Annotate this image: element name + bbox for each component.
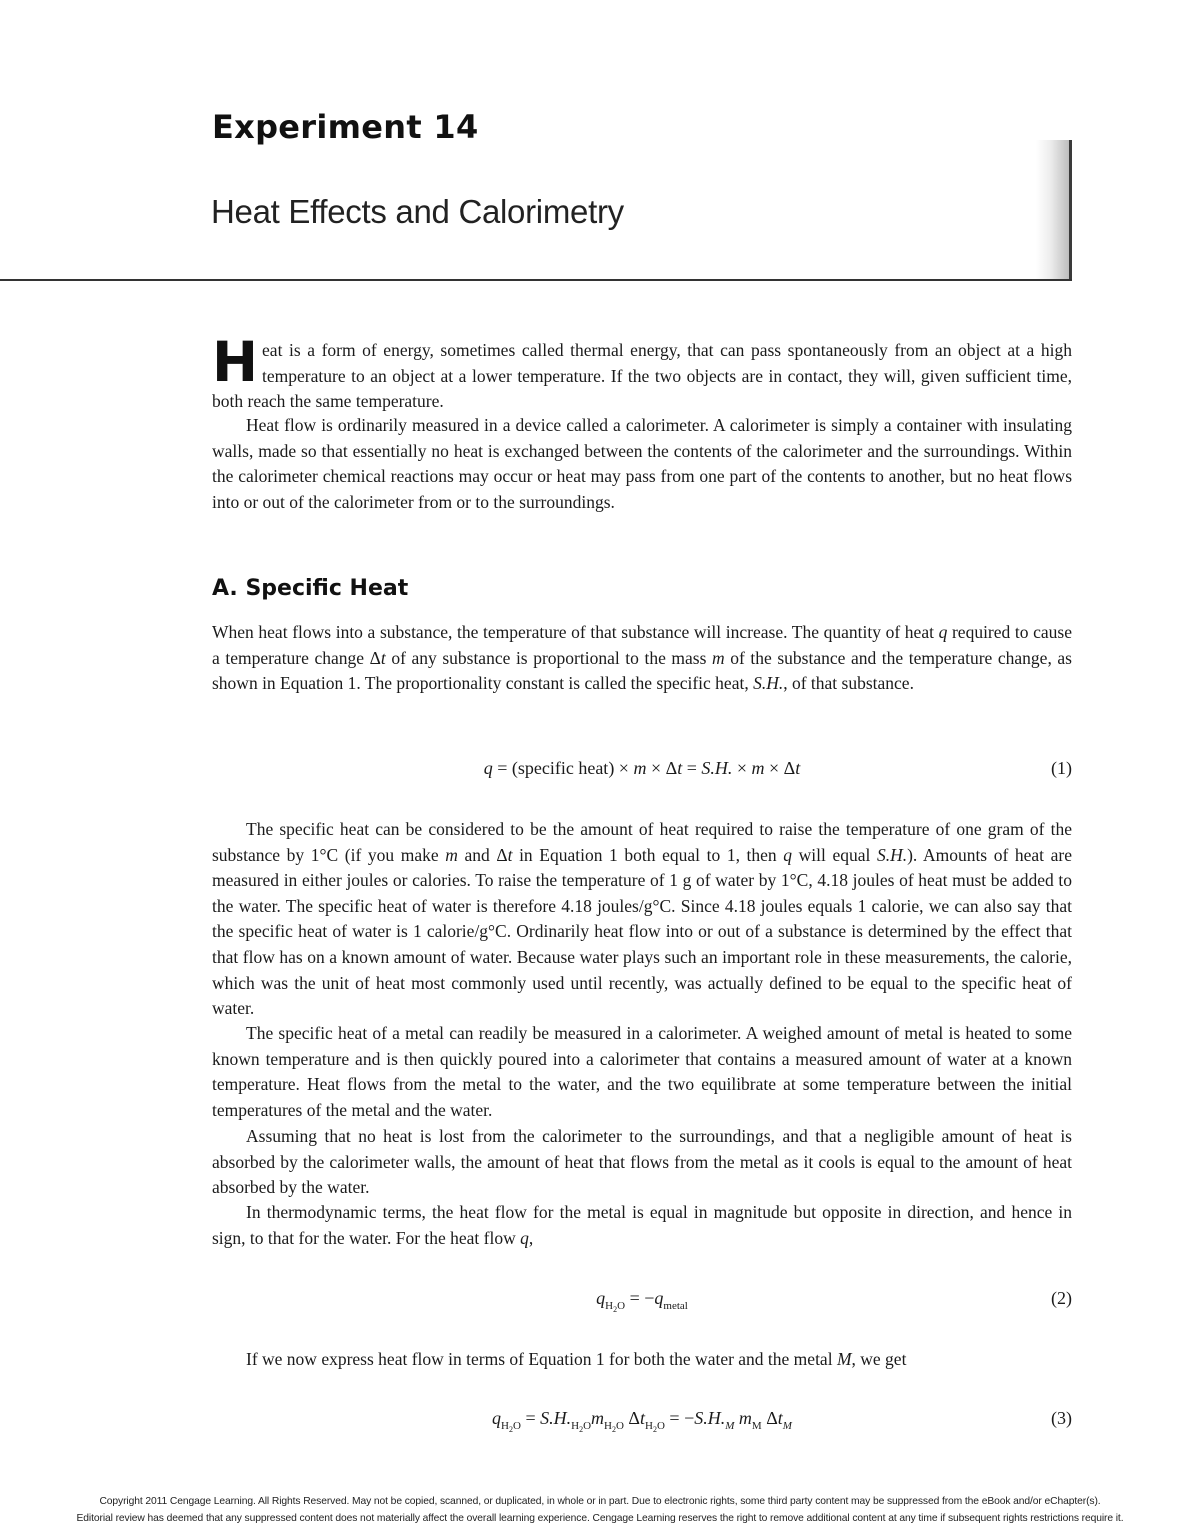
copyright-notice-line-1: Copyright 2011 Cengage Learning. All Rights Reserved. May not be copied, scanned, or duplicated, in whole or in part. Due to electronic rights, some third party content may be suppressed from the eBook and/or eChapter(s). — [99, 1496, 1101, 1507]
specific-heat-paragraph-3: The specific heat of a metal can readily be measured in a calorimeter. A weighed amount of metal is heated to some known temperature and is then quickly poured into a calorimeter that contains a measured amount of water at a known temperature. Heat flows from the metal to the water, and the two equilibrate at some temperature between the initial temperatures of the metal and the water. — [212, 1023, 1072, 1120]
title-rule — [0, 279, 1072, 281]
specific-heat-paragraph-2: The specific heat can be considered to be the amount of heat required to raise the temperature of one gram of the substance by 1°C (if you make m and Δt in Equation 1 both equal to 1, then q will equal S.H.). Amounts of heat are measured in either joules or calories. To raise the temperature of 1 g of water by 1°C, 4.18 joules of heat must be added to the water. The specific heat of water is therefore 4.18 joules/g°C. Since 4.18 joules equals 1 calorie, we can also say that the specific heat of water is 1 calorie/g°C. Ordinarily heat flow into or out of a substance is determined by the effect that that flow has on a known amount of water. Because water plays such an important role in these measurements, the calorie, which was the unit of heat most commonly used until recently, was actually defined to be equal to the specific heat of water. — [212, 819, 1073, 1019]
specific-heat-paragraph-6: If we now express heat flow in terms of Equation 1 for both the water and the metal M, we get — [246, 1349, 907, 1369]
copyright-notice-line-2: Editorial review has deemed that any suppressed content does not materially affect the overall learning experience. Cengage Learning reserves the right to remove additional content at any time if subsequent rights restrictions require it. — [76, 1513, 1124, 1524]
chapter-tab-decoration — [1036, 140, 1072, 281]
page-title: Heat Effects and Calorimetry — [211, 193, 624, 230]
specific-heat-paragraph-1: When heat flows into a substance, the temperature of that substance will increase. The quantity of heat q required to cause a temperature change Δt of any substance is proportional to the mass m of the substance and the temperature change, as shown in Equation 1. The proportionality constant is called the specific heat, S.H., of that substance. — [212, 622, 1073, 694]
equation-3: $q_{H_2O} = S.H._{H_2O}m_{H_2O}$ $\Delta t_{H_2O} = -S.H._M$ $m_M$ $\Delta t_M$ (3) — [492, 1408, 1072, 1434]
equation-1: q = (specific heat) × m × Δt = S.H. × m × Δt (1) — [483, 758, 1072, 778]
equation-3-number: (3) — [1051, 1408, 1072, 1428]
equation-2: $q_{H_2O} = -q_{metal}$ (2) — [596, 1288, 1072, 1314]
specific-heat-paragraph-4: Assuming that no heat is lost from the calorimeter to the surroundings, and that a negligible amount of heat is absorbed by the calorimeter walls, the amount of heat that flows from the metal as it cools is equal to the amount of heat absorbed by the water. — [212, 1126, 1072, 1198]
section-heading-specific-heat: A. Specific Heat — [212, 576, 409, 601]
dropcap-letter: H — [212, 330, 259, 394]
intro-paragraph-2: Heat flow is ordinarily measured in a device called a calorimeter. A calorimeter is simply a container with insulating walls, made so that essentially no heat is exchanged between the contents of the calorimeter and the surroundings. Within the calorimeter chemical reactions may occur or heat may pass from one part of the contents to another, but no heat flows into or out of the calorimeter from or to the surroundings. — [212, 415, 1072, 512]
experiment-label: Experiment 14 — [212, 108, 479, 146]
equation-2-number: (2) — [1051, 1288, 1072, 1308]
equation-1-number: (1) — [1051, 758, 1072, 778]
specific-heat-paragraph-5: In thermodynamic terms, the heat flow for the metal is equal in magnitude but opposite in direction, and hence in sign, to that for the water. For the heat flow q, — [212, 1202, 1072, 1248]
intro-paragraph-1: Heat is a form of energy, sometimes called thermal energy, that can pass spontaneously from an object at a high temperature to an object at a lower temperature. If the two objects are in contact, they will, given sufficient time, both reach the same temperature. — [212, 330, 1072, 412]
